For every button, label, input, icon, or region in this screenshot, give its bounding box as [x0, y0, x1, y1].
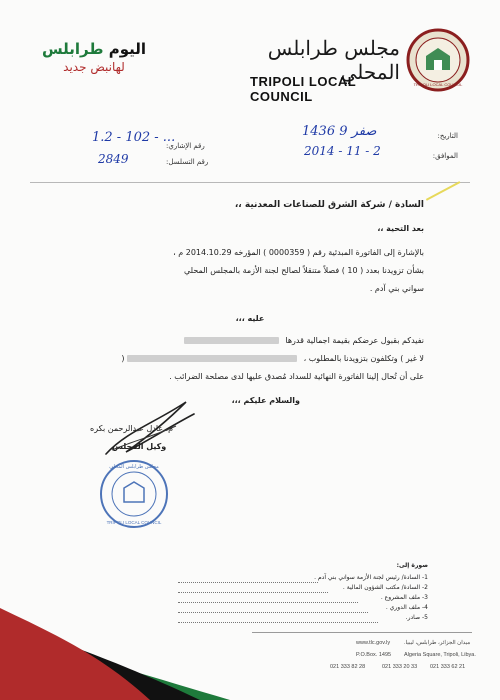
official-stamp	[98, 458, 170, 530]
signer-name: م. عادل عبدالرحمن بكره	[90, 424, 174, 433]
date-block	[278, 126, 458, 166]
footer-phone-3: 021 333 62 21	[430, 664, 466, 670]
footer-address-en: Algeria Square, Tripoli, Libya.	[404, 652, 476, 658]
hijri-date-handwritten: 1436 صفر 9	[302, 124, 377, 139]
date-label: التاريخ:	[437, 132, 458, 140]
addressee: السادة / شركة الشرق للصناعات المعدنية ،،	[234, 200, 424, 210]
alayh-heading: عليه ،،،	[235, 314, 265, 323]
distribution-item-2: 2- السادة/ مكتب الشؤون المالية .	[342, 584, 428, 591]
emblem-text: TRIPOLI LOCAL COUNCIL	[413, 82, 463, 87]
dotted-line	[178, 582, 318, 583]
body-line-4	[184, 336, 424, 345]
highlighter-mark	[426, 181, 460, 200]
closing: والسلام عليكم ،،،	[231, 396, 300, 405]
council-header	[250, 28, 470, 104]
header-divider	[30, 182, 470, 183]
greeting: بعد التحية ،،	[377, 224, 424, 233]
council-name-english: TRIPOLI LOCAL COUNCIL	[250, 74, 356, 104]
signature-scribble	[96, 392, 206, 462]
distribution-item-1: 1- السادة/ رئيس لجنة الأزمة سواني بني آدم .	[314, 574, 428, 581]
signer-title: وكيل المجلس	[112, 442, 167, 451]
footer-pobox: P.O.Box. 1495	[356, 652, 392, 658]
flag-corner-decoration	[0, 590, 230, 700]
body-line-3: سواني بني آدم .	[369, 284, 424, 293]
yawm-logo-text: اليوم طرابلس	[41, 40, 147, 58]
body-line-2: بشأن تزويدنا بعدد ( 10 ) فصلاً متنقلاً لصالح لجنة الأزمة بالمجلس المحلي	[184, 266, 424, 275]
body-line-5: لا غير ) وتكلفون بتزويدنا بالمطلوب ، (	[121, 354, 424, 363]
body-line-6: على أن تُحال إلينا الفاتورة النهائية للسداد مُصدق عليها لدى مصلحة الضرائب .	[169, 372, 424, 381]
redacted-amount	[184, 337, 279, 344]
gregorian-date-handwritten: 2014 - 11 - 2	[304, 144, 381, 158]
serial-number-label: رقم التسلسل:	[166, 158, 209, 166]
redacted-amount-words	[127, 355, 297, 362]
footer-phone-2: 021 333 20 33	[382, 664, 418, 670]
footer-address-ar: ميدان الجزائر، طرابلس، ليبيا.	[404, 640, 471, 646]
reference-block	[70, 130, 230, 170]
corresponding-label: الموافق:	[432, 152, 458, 160]
ref-number-label: رقم الإشاري:	[166, 142, 205, 150]
council-emblem-icon	[406, 28, 470, 92]
body-line-1: بالإشارة إلى الفاتورة المبدئية رقم ( 0000359 ) المؤرخه 2014.10.29 م ،	[173, 248, 424, 257]
footer-website: www.tlc.gov.ly	[356, 640, 391, 646]
footer-phone-1: 021 333 82 28	[330, 664, 366, 670]
footer-rule	[252, 632, 472, 633]
acceptance-text: نفيدكم بقبول عرضكم بقيمة اجمالية قدرها	[285, 336, 424, 345]
distribution-item-4: 4- ملف الدوري .	[385, 604, 428, 611]
ref-number-handwritten: 1.2 - 102 - ...	[92, 130, 176, 145]
distribution-heading: صورة إلى:	[396, 562, 428, 569]
distribution-item-3: 3- ملف المشروع .	[380, 594, 428, 601]
distribution-item-5: 5- صادر.	[405, 614, 428, 621]
yawm-tripoli-logo	[34, 40, 154, 74]
council-name-arabic: مجلس طرابلس المحلي	[267, 36, 400, 84]
line-5-text: لا غير ) وتكلفون بتزويدنا بالمطلوب ،	[303, 354, 424, 363]
stamp-text-en: TRIPOLI LOCAL COUNCIL	[106, 520, 162, 525]
stamp-text-ar: مجلس طرابلس المحلي	[109, 464, 159, 470]
serial-number-handwritten: 2849	[98, 152, 129, 166]
yawm-slogan: لهانبض جديد	[63, 60, 125, 74]
